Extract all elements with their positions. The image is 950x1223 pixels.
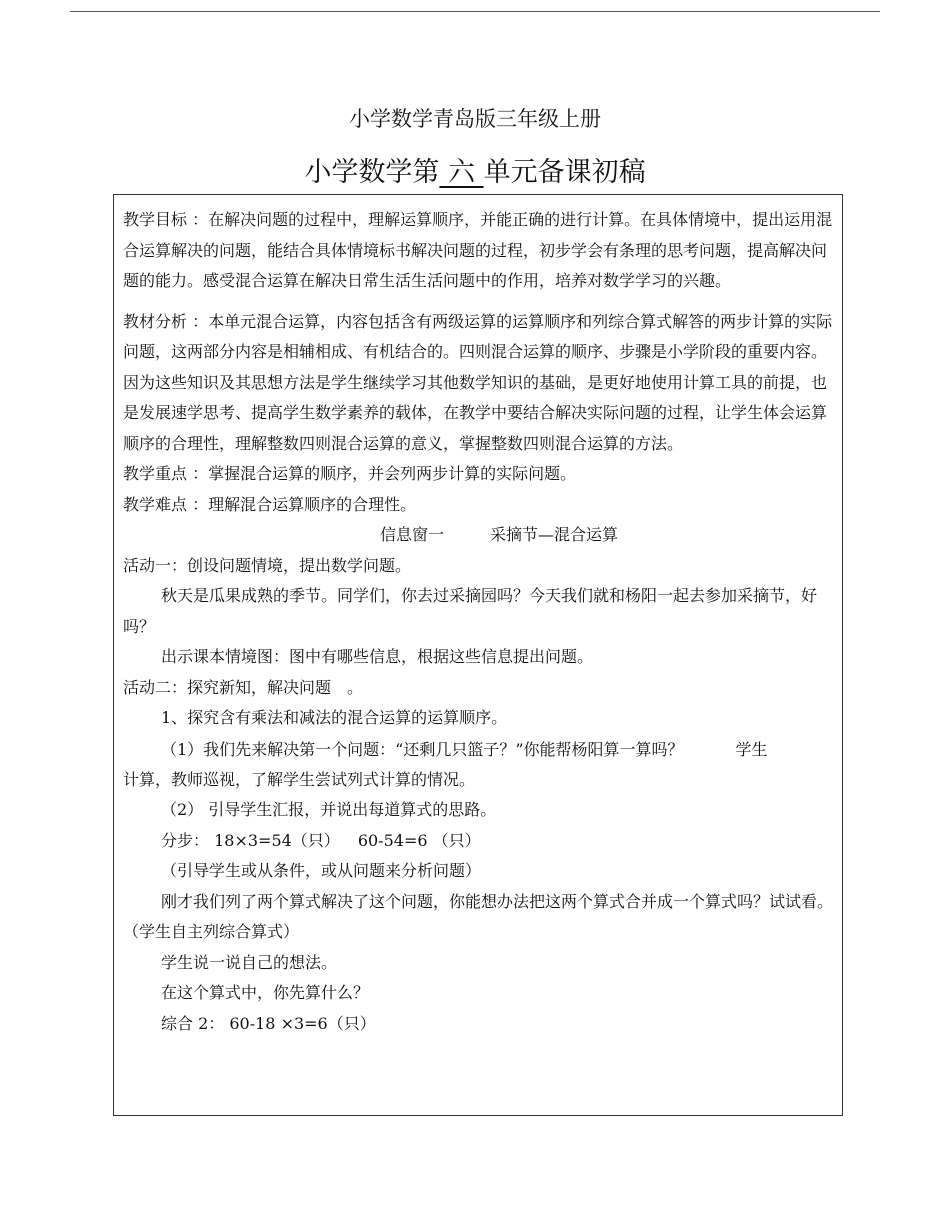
activity2-step3: （2） 引导学生汇报，并说出每道算式的思路。: [161, 800, 497, 819]
equation-step-one: 分步： 18×3=54（只）: [161, 830, 340, 850]
activity2-combine-paragraph: 刚才我们列了两个算式解决了这个问题，你能想办法把这两个算式合并成一个算式吗？试试看。（学生自主列综合算式）: [123, 891, 834, 941]
title-suffix: 单元备课初稿: [483, 157, 646, 188]
teaching-goal: [123, 205, 835, 297]
equation-step-two: 60-54=6 （只）: [357, 830, 481, 850]
teaching-key-point: [123, 459, 835, 490]
teaching-goal-text: 在解决问题的过程中，理解运算顺序，并能正确的进行计算。在具体情境中，提出运用混合运算解决的问题，能结合具体情境标书解决问题的过程，初步学会有条理的思考问题，提高解决问题的能力。感受混合运算在解决日常生活生活问题中的作用，培养对数学学习的兴趣。: [123, 210, 833, 290]
activity2-question-first: 在这个算式中，你先算什么？: [161, 983, 370, 1002]
material-analysis-label: 教材分析 ：: [123, 311, 209, 331]
lesson-plan-box: [113, 194, 843, 1116]
key-point-text: 掌握混合运算的顺序，并会列两步计算的实际问题。: [208, 464, 577, 483]
key-point-label: 教学重点 ：: [123, 464, 209, 483]
activity1-situation: 出示课本情境图：图中有哪些信息，根据这些信息提出问题。: [161, 647, 594, 666]
activity2-step2-cont: 计算，教师巡视，了解学生尝试列式计算的情况。: [123, 769, 476, 789]
title-prefix: 小学数学第: [304, 157, 440, 188]
difficulty-label: 教学难点 ：: [123, 494, 209, 514]
activity2-step2: [123, 734, 835, 765]
doc-subtitle: 小学数学青岛版三年级上册: [349, 107, 601, 131]
difficulty-text: 理解混合运算顺序的合理性。: [208, 494, 417, 514]
material-analysis: [123, 307, 835, 460]
info-window-topic: 采摘节—混合运算: [490, 525, 619, 544]
step2-student: 学生: [735, 739, 768, 759]
header-rule: [70, 11, 880, 12]
title-unit-number: 六: [439, 157, 484, 188]
info-window-heading: [123, 520, 835, 551]
info-window-name: 信息窗一: [379, 525, 444, 544]
activity2-step1: 1、探究含有乘法和减法的混合运算的运算顺序。: [161, 708, 508, 727]
material-analysis-text: 本单元混合运算，内容包括含有两级运算的运算顺序和列综合算式解答的两步计算的实际问题，这两部分内容是相辅相成、有机结合的。四则混合运算的顺序、步骤是小学阶段的重要内容。因为这些知识及其思想方法是学生继续学习其他数学知识的基础，是更好地使用计算工具的前提，也是发展速学思考、提高学生数学素养的载体，在教学中要结合解决实际问题的过程，让学生体会运算顺序的合理性，理解整数四则混合运算的意义，掌握整数四则混合运算的方法。: [123, 311, 833, 453]
teaching-difficulty: [123, 490, 835, 521]
lesson-plan-content: [123, 205, 835, 1039]
teaching-goal-label: 教学目标 ：: [123, 210, 209, 229]
activity1-paragraph: 秋天是瓜果成熟的季节。同学们，你去过采摘园吗？今天我们就和杨阳一起去参加采摘节，好吗？: [123, 586, 818, 636]
activity2-student-idea: 学生说一说自己的想法。: [161, 952, 338, 972]
step2-question: （1）我们先来解决第一个问题：“还剩几只篮子？”你能帮杨阳算一算吗？: [161, 739, 684, 759]
activity1-title: 活动一：创设问题情境，提出数学问题。: [123, 555, 412, 575]
activity2-guide-note: （引导学生或从条件，或从问题来分析问题）: [161, 861, 482, 880]
activity2-step-equations: [123, 826, 835, 857]
activity2-combined-equation: 综合 2： 60-18 ×3=6（只）: [161, 1013, 376, 1033]
activity2-title: 活动二：探究新知，解决问题 。: [123, 677, 364, 697]
doc-title: [0, 150, 950, 189]
